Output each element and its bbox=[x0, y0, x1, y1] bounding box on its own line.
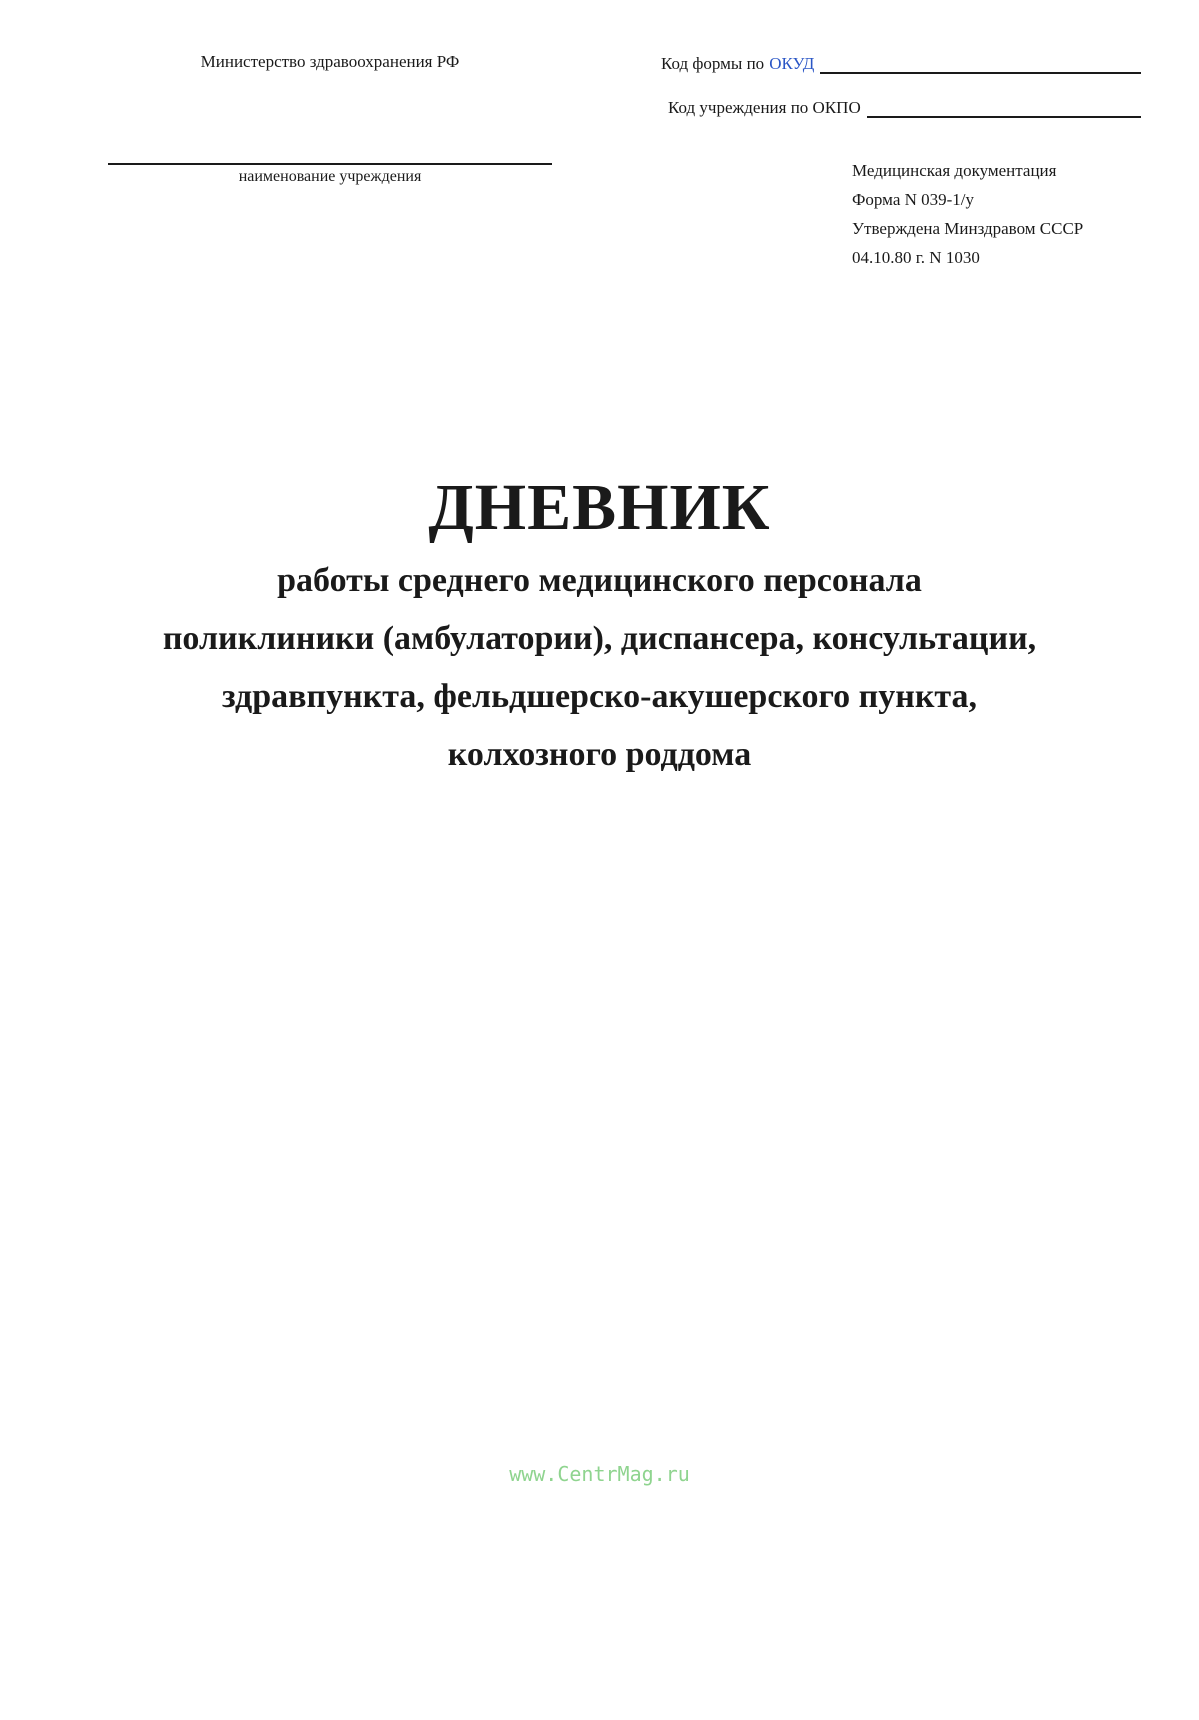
okpo-code-field bbox=[668, 98, 1141, 118]
watermark-text: www.CentrMag.ru bbox=[509, 1462, 690, 1486]
okpo-fill-line bbox=[867, 100, 1141, 118]
document-title: ДНЕВНИК bbox=[428, 471, 771, 544]
institution-name-line bbox=[108, 163, 552, 165]
approval-line: 04.10.80 г. N 1030 bbox=[852, 248, 980, 267]
approval-line: Форма N 039-1/у bbox=[852, 190, 975, 209]
okud-fill-line bbox=[820, 56, 1141, 74]
approval-line: Утверждена Минздравом СССР bbox=[852, 219, 1084, 238]
okud-label: Код формы по bbox=[661, 54, 765, 73]
approval-line: Медицинская документация bbox=[852, 161, 1057, 180]
okud-link[interactable]: ОКУД bbox=[769, 54, 815, 73]
okpo-label: Код учреждения по ОКПО bbox=[668, 98, 861, 117]
subtitle-line: работы среднего медицинского персонала bbox=[277, 562, 922, 599]
ministry-name: Министерство здравоохранения РФ bbox=[200, 52, 460, 71]
subtitle-line: колхозного роддома bbox=[447, 736, 752, 773]
institution-caption: наименование учреждения bbox=[238, 168, 422, 185]
subtitle-line: поликлиники (амбулатории), диспансера, консультации, bbox=[162, 620, 1037, 657]
subtitle-line: здравпункта, фельдшерско-акушерского пункта, bbox=[221, 678, 978, 715]
document-subtitle bbox=[0, 552, 1199, 784]
approval-block bbox=[852, 156, 1172, 272]
okud-code-field bbox=[661, 54, 1141, 74]
